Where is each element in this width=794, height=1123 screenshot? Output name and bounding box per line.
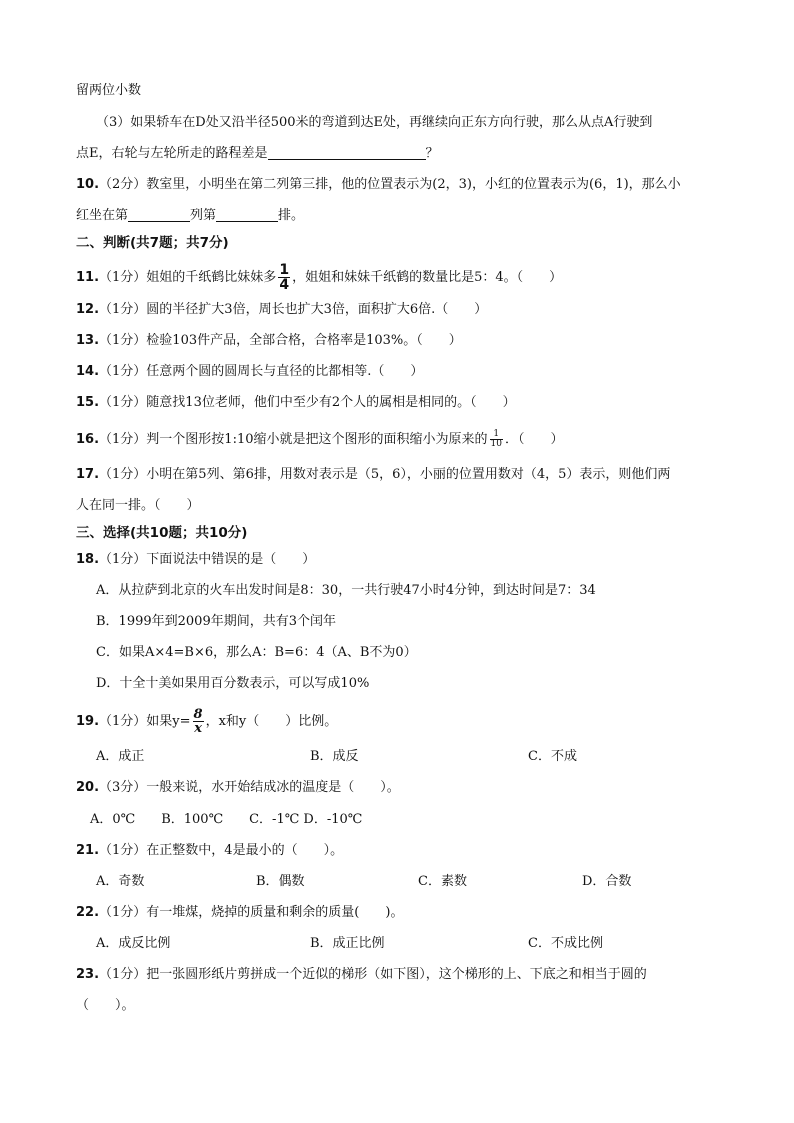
question-19: [76, 708, 337, 735]
question-number: 21.: [76, 843, 100, 858]
question-22: [76, 904, 403, 922]
q22-option-b[interactable]: B．成正比例: [310, 936, 385, 951]
fraction-eight-over-x: [193, 708, 204, 735]
fraction-numerator: 1: [279, 262, 290, 278]
question-number: 18.: [76, 552, 100, 567]
q9-part3-text: 点E，右轮与左轮所走的路程差是: [76, 146, 268, 161]
question-16: [76, 430, 563, 449]
q22-option-c[interactable]: C．不成比例: [528, 936, 603, 951]
question-text: （3分）一般来说，水开始结成冰的温度是（ ）。: [99, 780, 400, 795]
question-10-line1: [76, 176, 681, 194]
q21-option-a[interactable]: A．奇数: [96, 874, 145, 889]
section-heading-choice: 三、选择(共10题；共10分): [76, 525, 248, 541]
question-text: （1分）判一个图形按1:10缩小就是把这个图形的面积缩小为原来的: [99, 432, 488, 447]
question-text: （2分）教室里，小明坐在第二列第三排，他的位置表示为(2，3)，小红的位置表示为(6，1)，那么小: [99, 177, 681, 192]
question-number: 11.: [76, 270, 100, 285]
q19-option-b[interactable]: B．成反: [310, 749, 359, 764]
q18-option-b[interactable]: B．1999年到2009年期间，共有3个闰年: [96, 614, 336, 629]
q18-option-a[interactable]: A．从拉萨到北京的火车出发时间是8：30，一共行驶47小时4分钟，到达时间是7：34: [96, 583, 596, 598]
question-text: （1分）随意找13位老师，他们中至少有2个人的属相是相同的。（ ）: [99, 395, 516, 410]
question-text: （1分）在正整数中，4是最小的（ ）。: [99, 843, 344, 858]
question-20: [76, 779, 400, 797]
fraction-numerator: 1: [490, 430, 503, 440]
answer-blank-row[interactable]: [216, 207, 278, 222]
question-text-post: ，x和y（ ）比例。: [205, 714, 338, 729]
fraction-denominator: 10: [490, 439, 502, 449]
question-23-line1: [76, 966, 647, 984]
q9-continuation: 留两位小数: [76, 83, 142, 98]
question-number: 15.: [76, 395, 100, 410]
question-text: （1分）检验103件产品，全部合格，合格率是103%。（ ）: [99, 333, 462, 348]
question-11: [76, 263, 562, 292]
q19-option-c[interactable]: C．不成: [528, 749, 577, 764]
question-number: 20.: [76, 780, 100, 795]
q18-option-d[interactable]: D．十全十美如果用百分数表示，可以写成10%: [96, 676, 370, 691]
question-text: （1分）任意两个圆的圆周长与直径的比都相等.（ ）: [99, 364, 424, 379]
question-number: 14.: [76, 364, 100, 379]
question-text: （1分）把一张圆形纸片剪拼成一个近似的梯形（如下图），这个梯形的上、下底之和相当于圆的: [99, 967, 647, 982]
fraction-numerator: 8: [193, 707, 203, 722]
question-text-post: ，姐姐和妹妹千纸鹤的数量比是5：4。（ ）: [292, 270, 563, 285]
question-17-line1: [76, 466, 670, 484]
question-15: [76, 394, 516, 412]
answer-blank[interactable]: [268, 145, 426, 160]
q18-option-c[interactable]: C．如果A×4=B×6，那么A：B=6：4（A、B不为0）: [96, 645, 417, 660]
question-text: （1分）姐姐的千纸鹤比妹妹多: [99, 270, 277, 285]
question-number: 10.: [76, 177, 100, 192]
fraction-one-quarter: [278, 263, 290, 292]
q22-option-a[interactable]: A．成反比例: [96, 936, 171, 951]
question-text: （1分）圆的半径扩大3倍，周长也扩大3倍，面积扩大6倍.（ ）: [99, 302, 488, 317]
question-number: 12.: [76, 302, 100, 317]
q21-option-c[interactable]: C．素数: [418, 874, 467, 889]
fraction-denominator: x: [194, 721, 202, 736]
question-10-line2: [76, 207, 304, 225]
question-text: （1分）下面说法中错误的是（ ）: [99, 552, 316, 567]
q9-part3-line2: [76, 145, 439, 163]
question-23-line2: （ ）。: [76, 998, 135, 1013]
question-14: [76, 363, 423, 381]
question-12: [76, 301, 487, 319]
section-heading-judgement: 二、判断(共7题；共7分): [76, 235, 229, 251]
question-number: 22.: [76, 905, 100, 920]
q9-question-mark: ？: [425, 146, 439, 161]
question-text-post: ．（ ）: [504, 432, 564, 447]
question-18: [76, 551, 315, 569]
q10-text-mid: 列第: [190, 208, 217, 223]
question-text: （1分）如果y=: [99, 714, 191, 729]
question-text: （1分）小明在第5列、第6排，用数对表示是（5，6），小丽的位置用数对（4，5）表示，则他们两: [99, 467, 671, 482]
q10-text-pre: 红坐在第: [76, 208, 129, 223]
question-number: 19.: [76, 714, 100, 729]
question-21: [76, 842, 343, 860]
question-number: 23.: [76, 967, 100, 982]
q21-option-b[interactable]: B．偶数: [256, 874, 305, 889]
q9-part3-line1: （3）如果轿车在D处又沿半径500米的弯道到达E处，再继续向正东方向行驶，那么从点A行驶到: [96, 115, 653, 130]
q21-option-d[interactable]: D．合数: [582, 874, 632, 889]
q19-option-a[interactable]: A．成正: [96, 749, 145, 764]
question-number: 13.: [76, 333, 100, 348]
answer-blank-column[interactable]: [128, 207, 190, 222]
fraction-denominator: 4: [279, 277, 290, 293]
q20-options[interactable]: A．0℃ B．100℃ C．-1℃ D．-10℃: [90, 812, 363, 827]
question-number: 17.: [76, 467, 100, 482]
question-number: 16.: [76, 432, 100, 447]
q10-text-post: 排。: [278, 208, 305, 223]
question-13: [76, 332, 462, 350]
fraction-one-tenth: [490, 430, 503, 449]
question-17-line2: 人在同一排。（ ）: [76, 498, 200, 513]
question-text: （1分）有一堆煤，烧掉的质量和剩余的质量( )。: [99, 905, 404, 920]
